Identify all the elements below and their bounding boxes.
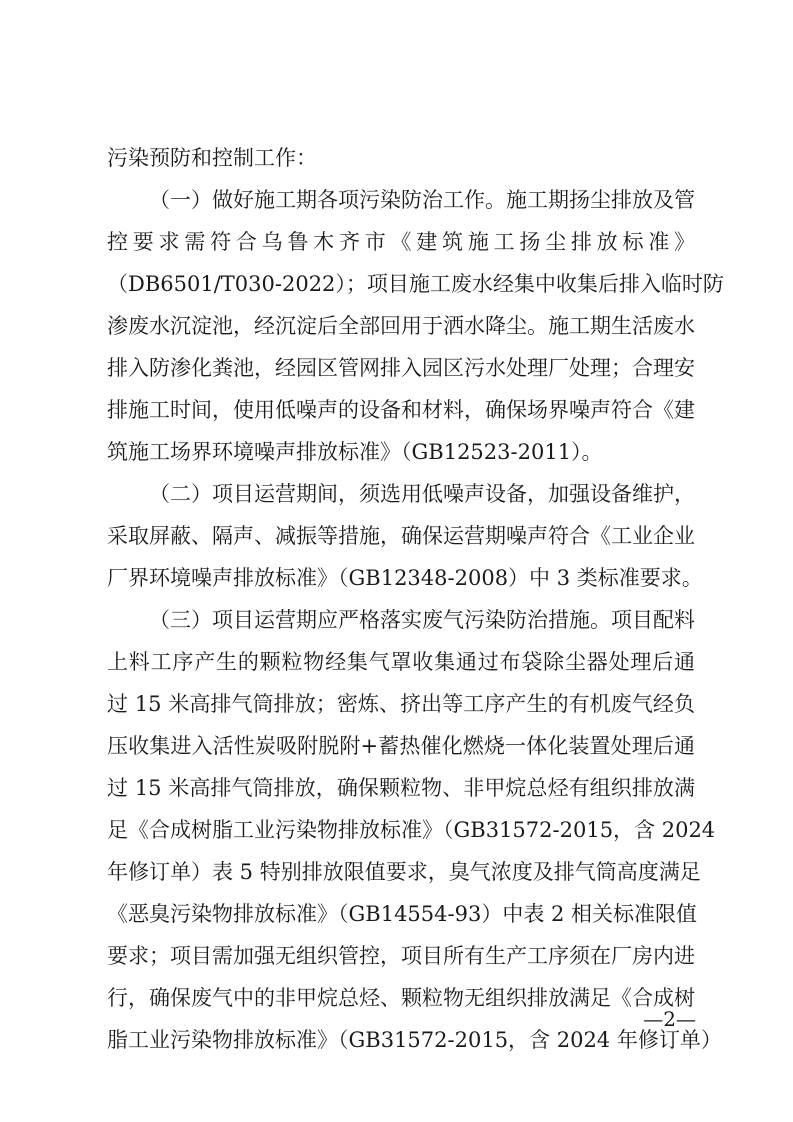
text-line: 采取屏蔽、隔声、减振等措施，确保运营期噪声符合《工业企业 [107,524,695,548]
text-line: 要求；项目需加强无组织管控，项目所有生产工序须在厂房内进 [107,944,695,968]
text-line: 过 15 米高排气筒排放；密炼、挤出等工序产生的有机废气经负 [107,692,695,716]
text-line: 渗废水沉淀池，经沉淀后全部回用于洒水降尘。施工期生活废水 [107,314,695,338]
text-line: 控要求需符合乌鲁木齐市《建筑施工扬尘排放标准》 [107,230,695,254]
text-line: 年修订单）表 5 特别排放限值要求，臭气浓度及排气筒高度满足 [107,860,701,884]
text-line: 《恶臭污染物排放标准》（GB14554-93）中表 2 相关标准限值 [107,902,698,926]
text-line: 过 15 米高排气筒排放，确保颗粒物、非甲烷总烃有组织排放满 [107,776,695,800]
text-line: 上料工序产生的颗粒物经集气罩收集通过布袋除尘器处理后通 [107,650,695,674]
text-line: 排施工时间，使用低噪声的设备和材料，确保场界噪声符合《建 [107,398,695,422]
text-line: （二）项目运营期间，须选用低噪声设备，加强设备维护， [149,482,695,506]
text-line: 脂工业污染物排放标准》（GB31572-2015，含 2024 年修订单） [107,1028,722,1052]
text-line: 足《合成树脂工业污染物排放标准》（GB31572-2015，含 2024 [107,818,716,842]
text-line: 排入防渗化粪池，经园区管网排入园区污水处理厂处理；合理安 [107,356,695,380]
text-line: 厂界环境噪声排放标准》（GB12348-2008）中 3 类标准要求。 [107,566,703,590]
text-line: 行，确保废气中的非甲烷总烃、颗粒物无组织排放满足《合成树 [107,986,695,1010]
page-number: —2— [643,1007,696,1031]
text-line: 压收集进入活性炭吸附脱附+蓄热催化燃烧一体化装置处理后通 [107,734,695,758]
text-line: （三）项目运营期应严格落实废气污染防治措施。项目配料 [149,608,695,632]
text-line: （一）做好施工期各项污染防治工作。施工期扬尘排放及管 [149,188,695,212]
text-line: 污染预防和控制工作： [107,146,317,170]
text-line: （DB6501/T030-2022）；项目施工废水经集中收集后排入临时防 [107,272,724,296]
text-line: 筑施工场界环境噪声排放标准》（GB12523-2011）。 [107,440,603,464]
